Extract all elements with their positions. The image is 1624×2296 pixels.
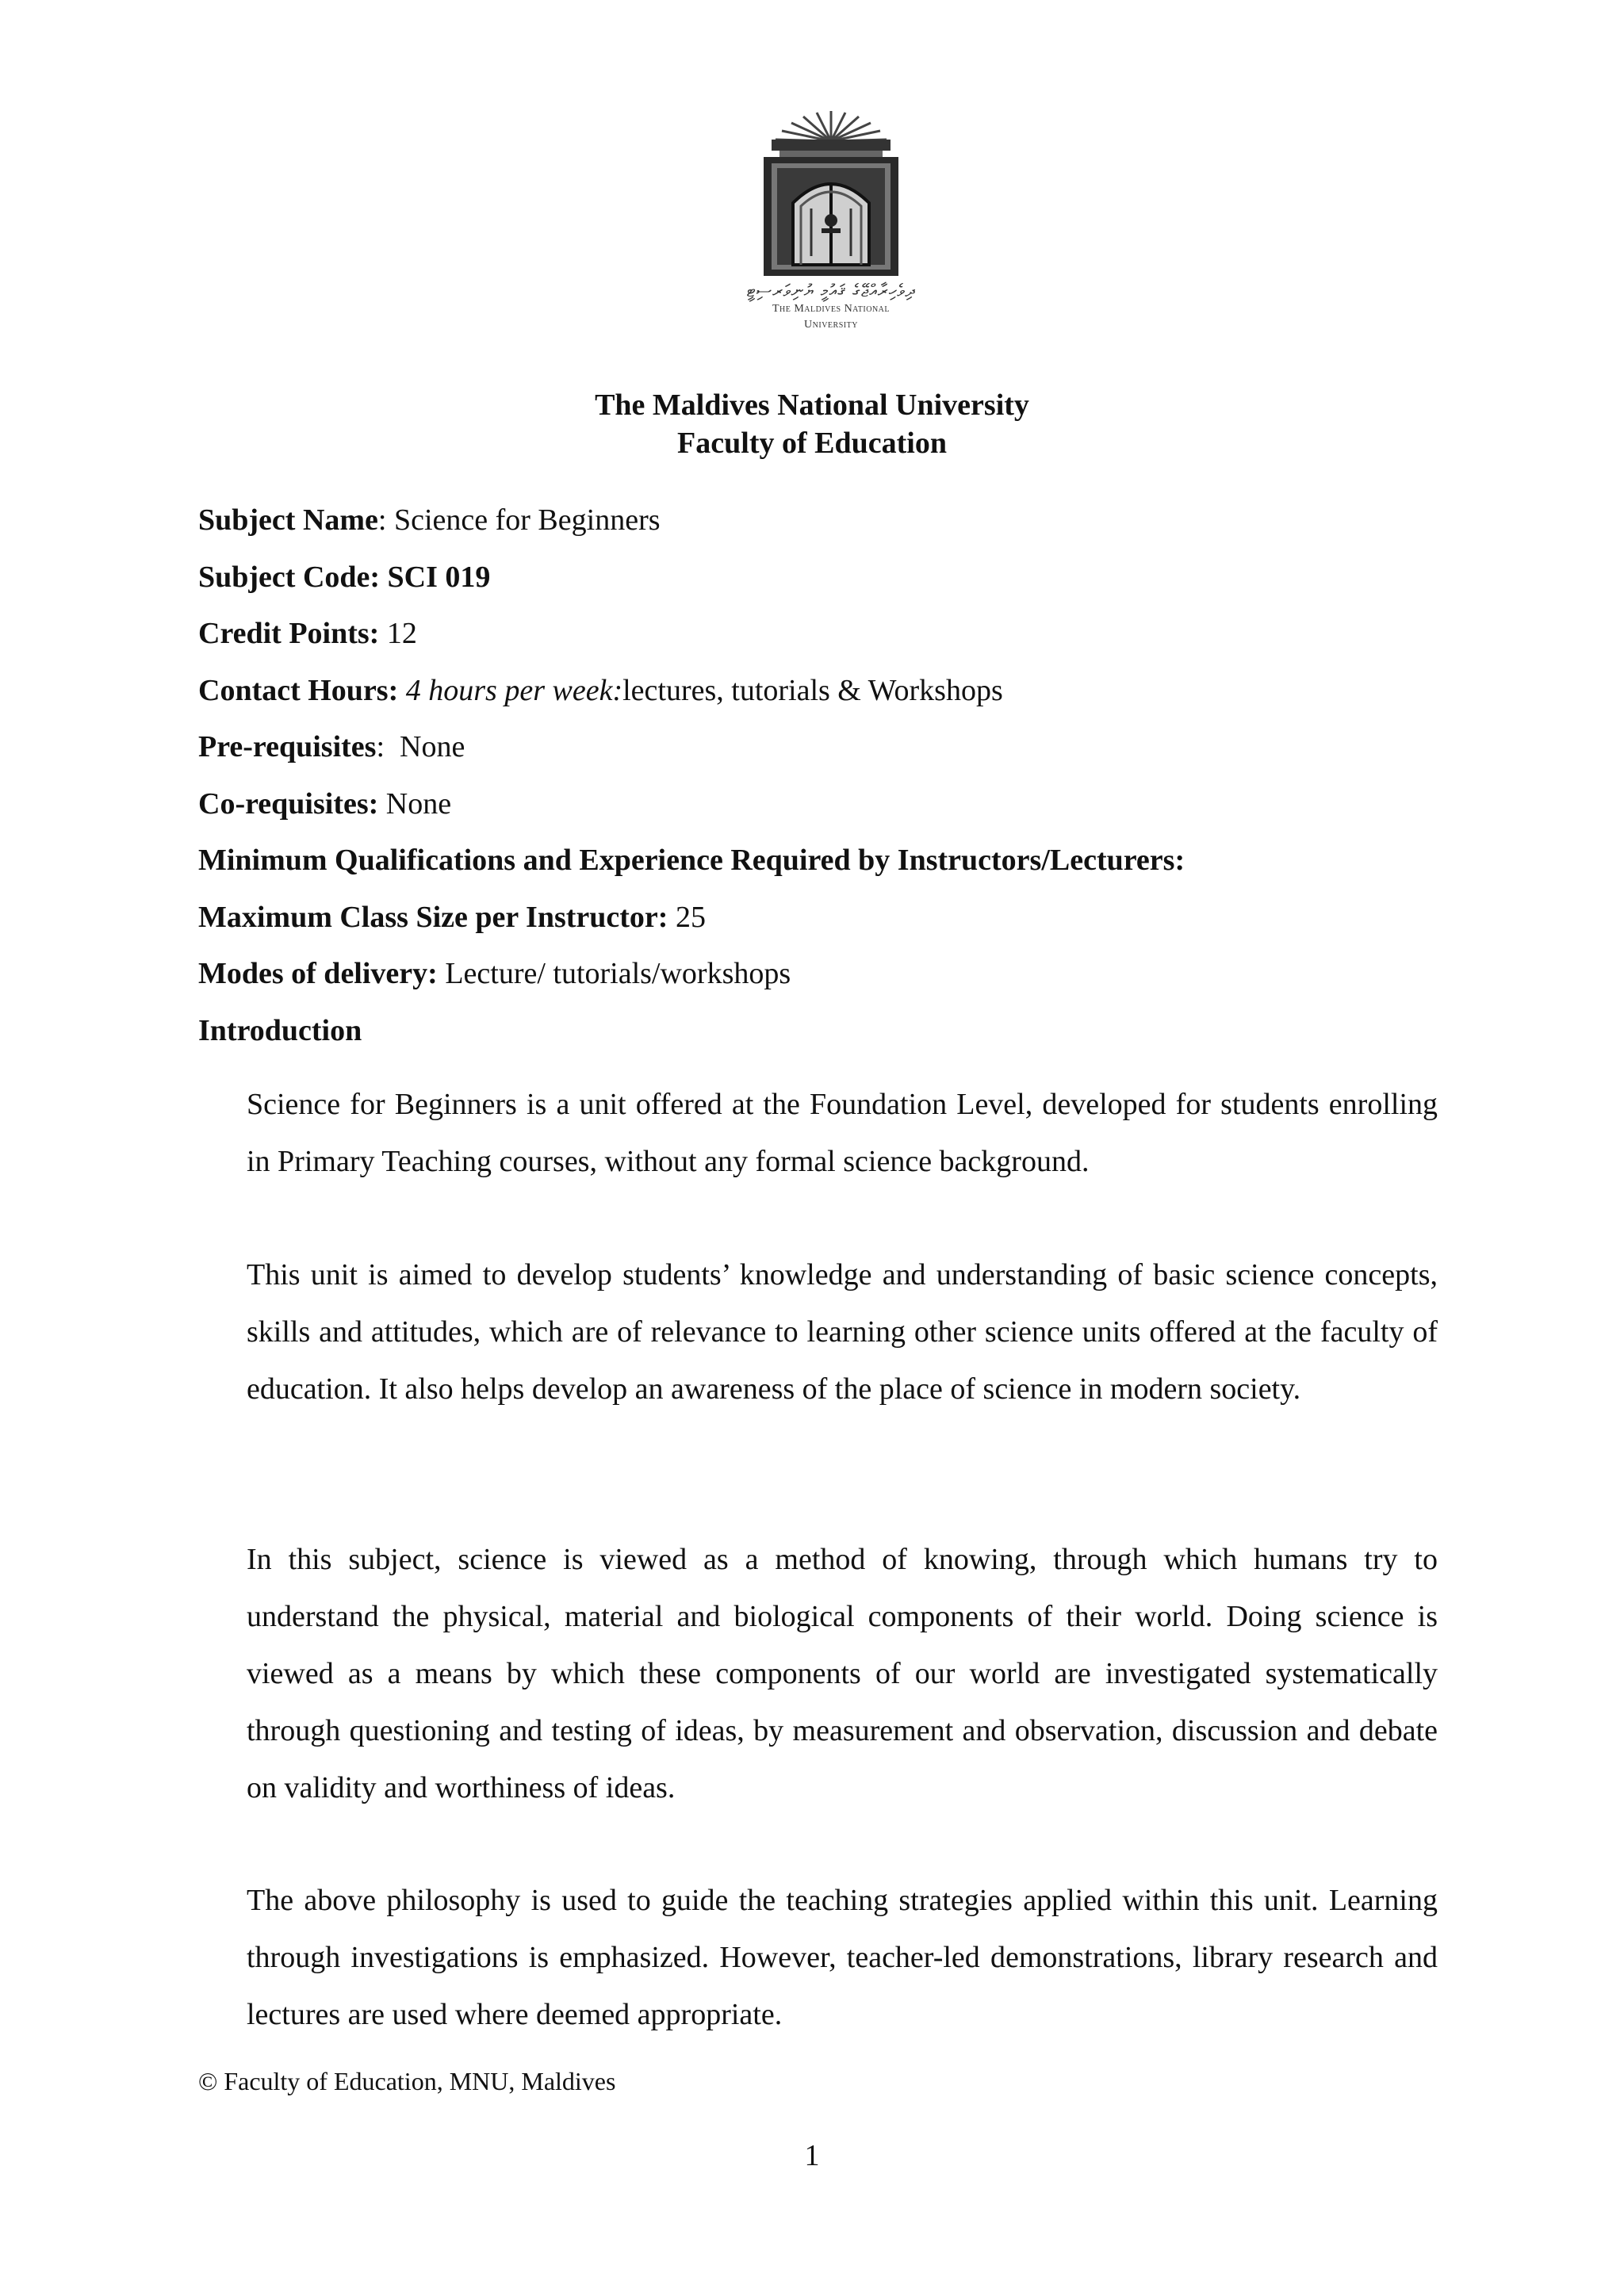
intro-paragraph-4: The above philosophy is used to guide the teaching strategies applied within this unit. Learning through investigations is emphasized. However, teacher-led demonstrations, library research and lectures are used where deemed appropriate. [247, 1884, 1438, 2031]
modes-of-delivery-value: Lecture/ tutorials/workshops [437, 957, 791, 990]
max-class-size-label: Maximum Class Size per Instructor: [198, 901, 668, 934]
subject-name-label: Subject Name [198, 503, 378, 537]
minimum-qualifications-label: Minimum Qualifications and Experience Required by Instructors/Lecturers: [198, 844, 1185, 877]
introduction-heading-field [198, 1012, 362, 1050]
modes-of-delivery-field [198, 955, 791, 993]
subject-code-label: Subject Code: SCI 019 [198, 561, 491, 594]
corequisites-field [198, 785, 451, 823]
logo-english-line1: The Maldives National [772, 303, 891, 315]
faculty-title: Faculty of Education [677, 427, 947, 460]
minimum-qualifications-field [198, 841, 1185, 879]
subject-code-field [198, 558, 490, 596]
contact-hours-italic: 4 hours per week: [398, 674, 623, 707]
credit-points-value: 12 [379, 617, 417, 650]
introduction-heading: Introduction [198, 1014, 362, 1047]
max-class-size-field [198, 898, 706, 936]
prerequisites-value: : None [376, 730, 465, 763]
logo-dhivehi-text: ދިވެހިރާއްޖޭގެ ޤައުމީ ޔުނިވަރސިޓީ [746, 281, 916, 301]
intro-paragraph-1: Science for Beginners is a unit offered at the Foundation Level, developed for students enrolling in Primary Teaching courses, without any formal science background. [247, 1088, 1438, 1178]
subject-name-value: : Science for Beginners [377, 503, 661, 537]
max-class-size-value: 25 [668, 901, 706, 934]
university-title: The Maldives National University [595, 388, 1029, 422]
credit-points-field [198, 614, 417, 652]
university-emblem [728, 109, 934, 280]
logo-english-line2: University [804, 319, 858, 331]
subject-name-field [198, 501, 661, 539]
page-number: 1 [804, 2139, 820, 2172]
contact-hours-label: Contact Hours: [198, 674, 399, 707]
contact-hours-value: lectures, tutorials & Workshops [622, 674, 1003, 707]
prerequisites-field [198, 728, 465, 766]
intro-paragraph-3: In this subject, science is viewed as a method of knowing, through which humans try to understand the physical, material and biological components of their world. Doing science is viewed as a means by which these components of our world are investigated systematically through questioning and testing of ideas, by measurement and observation, discussion and debate on validity and worthiness of ideas. [247, 1543, 1438, 1804]
intro-paragraph-2: This unit is aimed to develop students’ knowledge and understanding of basic science concepts, skills and attitudes, which are of relevance to learning other science units offered at the faculty of education. It also helps develop an awareness of the place of science in modern society. [247, 1258, 1438, 1406]
prerequisites-label: Pre-requisites [198, 730, 377, 763]
university-logo [728, 109, 934, 347]
modes-of-delivery-label: Modes of delivery: [198, 957, 438, 990]
copyright-footer: © Faculty of Education, MNU, Maldives [198, 2067, 616, 2095]
contact-hours-field [198, 672, 1003, 710]
corequisites-value: None [378, 787, 452, 821]
corequisites-label: Co-requisites: [198, 787, 379, 821]
credit-points-label: Credit Points: [198, 617, 380, 650]
